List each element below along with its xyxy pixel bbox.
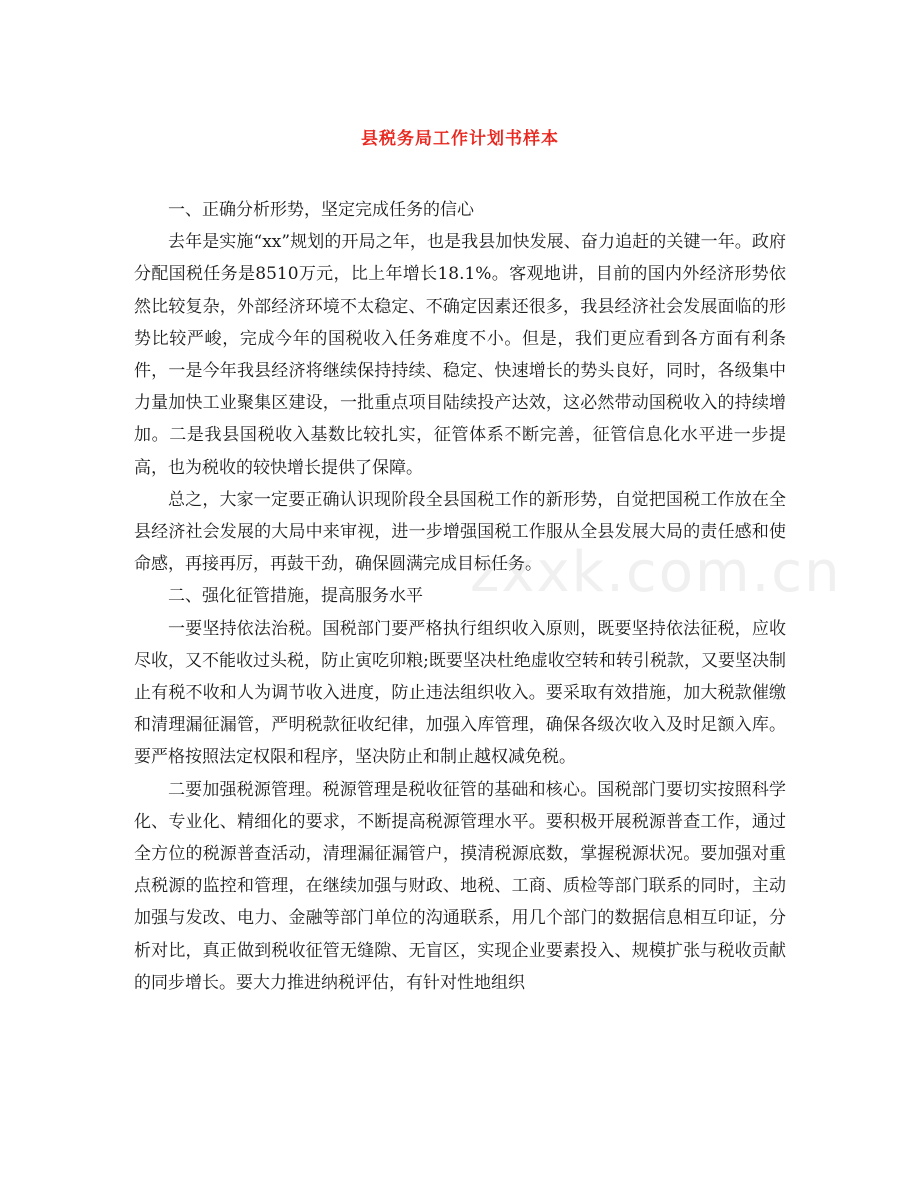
- section-heading-2: 二、强化征管措施，提高服务水平: [168, 586, 423, 607]
- document-body: [134, 194, 786, 999]
- section-heading-1: 一、正确分析形势，坚定完成任务的信心: [168, 200, 474, 220]
- watermark: zxxk.com.cn: [470, 540, 842, 605]
- paragraph: 总之，大家一定要正确认识现阶段全县国税工作的新形势，自觉把国税工作放在全县经济社会发展的大局中来审视，进一步增强国税工作服从全县发展大局的责任感和使命感，再接再厉，再鼓干劲，确保圆满完成目标任务。: [134, 489, 786, 575]
- paragraph: 二要加强税源管理。税源管理是税收征管的基础和核心。国税部门要切实按照科学化、专业化、精细化的要求，不断提高税源管理水平。要积极开展税源普查工作，通过全方位的税源普查活动，清理漏征漏管户，摸清税源底数，掌握税源状况。要加强对重点税源的监控和管理，在继续加强与财政、地税、工商、质检等部门联系的同时，主动加强与发改、电力、金融等部门单位的沟通联系，用几个部门的数据信息相互印证，分析对比，真正做到税收征管无缝隙、无盲区，实现企业要素投入、规模扩张与税收贡献的同步增长。要大力推进纳税评估，有针对性地组织: [134, 779, 786, 993]
- document-title: 县税务局工作计划书样本: [361, 129, 559, 149]
- paragraph: 去年是实施“xx”规划的开局之年，也是我县加快发展、奋力追赶的关键一年。政府分配国税任务是8510万元，比上年增长18.1%。客观地讲，目前的国内外经济形势依然比较复杂，外部经济环境不太稳定、不确定因素还很多，我县经济社会发展面临的形势比较严峻，完成今年的国税收入任务难度不小。但是，我们更应看到各方面有利条件，一是今年我县经济将继续保持持续、稳定、快速增长的势头良好，同时，各级集中力量加快工业聚集区建设，一批重点项目陆续投产达效，这必然带动国税收入的持续增加。二是我县国税收入基数比较扎实，征管体系不断完善，征管信息化水平进一步提高，也为税收的较快增长提供了保障。: [134, 232, 786, 478]
- paragraph: 一要坚持依法治税。国税部门要严格执行组织收入原则，既要坚持依法征税，应收尽收，又不能收过头税，防止寅吃卯粮;既要坚决杜绝虚收空转和转引税款，又要坚决制止有税不收和人为调节收入进度，防止违法组织收入。要采取有效措施，加大税款催缴和清理漏征漏管，严明税款征收纪律，加强入库管理，确保各级次收入及时足额入库。要严格按照法定权限和程序，坚决防止和制止越权减免税。: [134, 618, 786, 768]
